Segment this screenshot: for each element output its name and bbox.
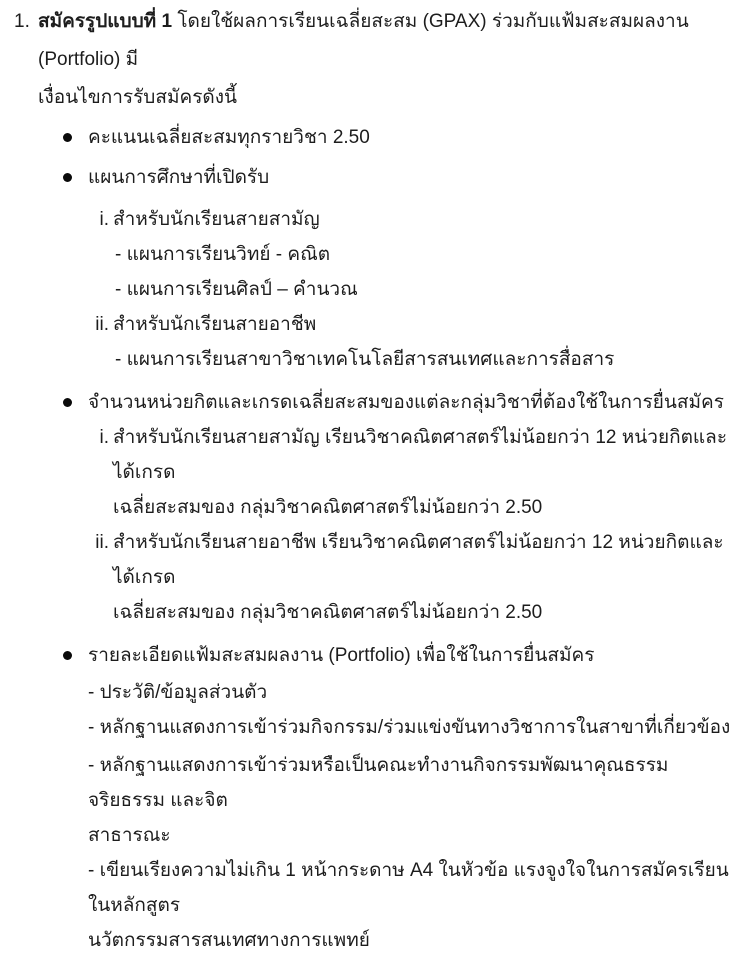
dash-line-sci-math: - แผนการเรียนวิทย์ - คณิต <box>115 244 331 265</box>
bullet-marker <box>63 120 88 155</box>
roman-item-i-general <box>88 202 737 237</box>
dash-line-profile: - ประวัติ/ข้อมูลส่วนตัว <box>88 682 268 703</box>
bullet-text: คะแนนเฉลี่ยสะสมทุกรายวิชา 2.50 <box>88 127 370 148</box>
bullet-text-block <box>88 385 737 630</box>
roman-item-ii-vocational-credits <box>88 525 737 630</box>
bullet-item-study-plans <box>38 160 737 377</box>
roman-text-block <box>113 525 737 630</box>
dash-line-ethics-line-1: - หลักฐานแสดงการเข้าร่วมหรือเป็นคณะทำงานกิจกรรมพัฒนาคุณธรรม จริยธรรม และจิต <box>88 755 669 811</box>
roman-text: สำหรับนักเรียนสายสามัญ <box>113 209 320 230</box>
bullet-text: แผนการศึกษาที่เปิดรับ <box>88 167 270 188</box>
list-item-body <box>38 3 737 958</box>
roman-text: สำหรับนักเรียนสายอาชีพ <box>113 314 317 335</box>
bullet-item-credits-grades <box>38 385 737 630</box>
roman-text-line-1: สำหรับนักเรียนสายอาชีพ เรียนวิชาคณิตศาสตร์ไม่น้อยกว่า 12 หน่วยกิตและได้เกรด <box>113 532 724 588</box>
roman-marker: ii. <box>95 532 109 553</box>
roman-marker: ii. <box>95 314 109 335</box>
dash-line-activities: - หลักฐานแสดงการเข้าร่วมกิจกรรม/ร่วมแข่งขันทางวิชาการในสาขาที่เกี่ยวข้อง <box>88 717 731 738</box>
heading-line-2: เงื่อนไขการรับสมัครดังนี้ <box>38 87 237 108</box>
dash-line-ethics-line-2: สาธารณะ <box>88 825 171 846</box>
heading-rest-text: โดยใช้ผลการเรียนเฉลี่ยสะสม (GPAX) ร่วมกับแฟ้มสะสมผลงาน (Portfolio) มี <box>38 11 689 70</box>
roman-text-line-1: สำหรับนักเรียนสายสามัญ เรียนวิชาคณิตศาสตร์ไม่น้อยกว่า 12 หน่วยกิตและได้เกรด <box>113 427 728 483</box>
bullet-text-block <box>88 638 737 958</box>
roman-text-line-2: เฉลี่ยสะสมของ กลุ่มวิชาคณิตศาสตร์ไม่น้อยกว่า 2.50 <box>113 497 543 518</box>
roman-item-i-general-credits <box>88 420 737 525</box>
roman-item-ii-vocational <box>88 307 737 342</box>
bullet-dot-icon <box>63 651 72 660</box>
bullet-dot-icon <box>63 173 72 182</box>
dash-line-essay-line-2: นวัตกรรมสารสนเทศทางการแพทย์ <box>88 930 370 951</box>
roman-marker: i. <box>99 209 109 230</box>
heading-bold-text: สมัครรูปแบบที่ 1 <box>38 11 173 32</box>
roman-text-line-2: เฉลี่ยสะสมของ กลุ่มวิชาคณิตศาสตร์ไม่น้อยกว่า 2.50 <box>113 602 543 623</box>
bullet-marker <box>63 638 88 958</box>
bullet-marker <box>63 160 88 377</box>
bullet-dot-icon <box>63 133 72 142</box>
roman-marker: i. <box>99 427 109 448</box>
list-number: 1. <box>14 11 30 32</box>
heading-line-1 <box>38 3 737 79</box>
dash-line-essay-line-1: - เขียนเรียงความไม่เกิน 1 หน้ากระดาษ A4 ในหัวข้อ แรงจูงใจในการสมัครเรียนในหลักสูตร <box>88 860 729 916</box>
bullet-text: จำนวนหน่วยกิตและเกรดเฉลี่ยสะสมของแต่ละกลุ่มวิชาที่ต้องใช้ในการยื่นสมัคร <box>88 392 724 413</box>
roman-text-block <box>113 420 737 525</box>
bullet-item-portfolio-details <box>38 638 737 958</box>
numbered-list-item-1 <box>0 3 747 958</box>
bullet-dot-icon <box>63 398 72 407</box>
bullet-text: รายละเอียดแฟ้มสะสมผลงาน (Portfolio) เพื่อใช้ในการยื่นสมัคร <box>88 645 595 666</box>
bullet-marker <box>63 385 88 630</box>
bullet-text-block <box>88 160 737 377</box>
dash-line-arts-calc: - แผนการเรียนศิลป์ – คำนวณ <box>115 279 358 300</box>
bullet-item-gpa <box>38 120 737 155</box>
dash-line-ict-program: - แผนการเรียนสาขาวิชาเทคโนโลยีสารสนเทศและการสื่อสาร <box>115 349 615 370</box>
